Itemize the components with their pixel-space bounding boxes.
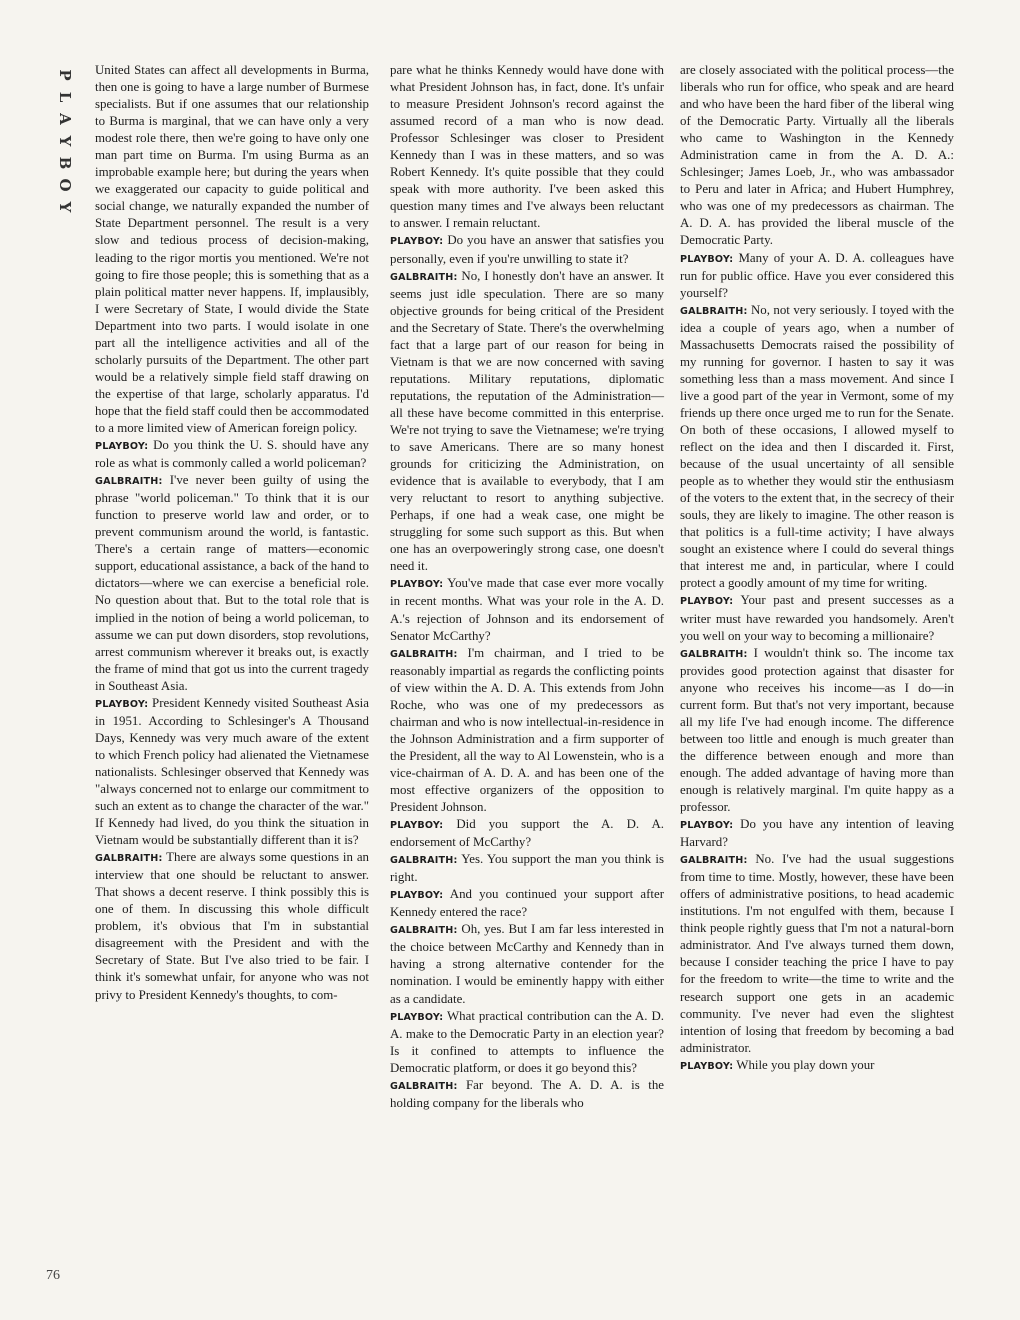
paragraph-text: Do you have an answer that satisfies you personally, even if you're unwilling to state it? — [390, 233, 664, 266]
paragraph-text: President Kennedy visited Southeast Asia in 1951. According to Schlesinger's A Thousand Days, Kennedy was very much aware of the extent to which French policy had alienated the Vietnamese nationalists. Schlesinger observed that Kennedy was "always concerned not to enlarge our commitment to such an extent as to change the character of the war." If Kennedy had lived, do you think the situation in Vietnam would be substantially different than it is? — [95, 695, 369, 848]
paragraph-text: Did you support the A. D. A. endorsement of McCarthy? — [390, 817, 664, 850]
interview-paragraph — [390, 816, 664, 851]
interview-paragraph — [95, 62, 369, 437]
speaker-label: GALBRAITH: — [95, 476, 163, 488]
interview-paragraph — [390, 1008, 664, 1077]
speaker-label: PLAYBOY: — [390, 890, 444, 902]
side-label-letter: O — [56, 178, 74, 192]
speaker-label: GALBRAITH: — [390, 855, 458, 867]
paragraph-text: Yes. You support the man you think is right. — [390, 852, 665, 885]
text-column-2 — [390, 62, 664, 1112]
paragraph-text: pare what he thinks Kennedy would have done with what President Johnson has, in fact, done. It's unfair to measure President Johnson's record against the assumed record of a man who is now dead. Professor Schlesinger was closer to President Kennedy than I was in these matters, and so was Robert Kennedy. It's quite possible that they could speak with more authority. I've been asked this question many times and I've always been reluctant to answer. I remain reluctant. — [390, 63, 664, 231]
speaker-label: PLAYBOY: — [680, 253, 734, 265]
interview-paragraph — [95, 849, 369, 1003]
speaker-label: PLAYBOY: — [680, 596, 734, 608]
side-label-letter: B — [56, 156, 74, 170]
speaker-label: GALBRAITH: — [390, 1080, 458, 1092]
interview-paragraph — [390, 645, 664, 816]
interview-paragraph — [680, 816, 954, 851]
speaker-label: PLAYBOY: — [390, 1011, 444, 1023]
interview-paragraph — [390, 62, 664, 232]
speaker-label: GALBRAITH: — [390, 648, 458, 660]
paragraph-text: No, I honestly don't have an answer. It seems just idle speculation. There are so many objective grounds for being critical of the President and the Secretary of State. There's the overwhelming fact that a large part of our reason for being in Vietnam is that we are now concerned with saving reputations. Military reputations, diplomatic reputations, the reputation of the Administration—all these have become committed in this enterprise. We're not trying to save the Vietnamese; we're trying to save Americans. There are so many honest grounds for criticizing the Administration, on evidence that is available to everybody, that I am very reluctant to resort to anything subjective. Perhaps, if one had a weak case, one might be struggling for some such support as this. But when one has an overpoweringly strong case, one doesn't need it. — [390, 268, 664, 574]
paragraph-text: No, not very seriously. I toyed with the idea a couple of years ago, when a number of Massachusetts Democrats raised the possibility of my running for governor. I hasten to say it was something less than a mass movement. And since I live a good part of the year in Vermont, some of my friends up there once urged me to run for the Senate. On both of these occasions, I allowed myself to reflect on the idea and then I discarded it. First, because of the usual uncertainty of all sensible people as to whether they would stir the enthusiasm of the voters to the extent that, in the secrecy of their souls, they are likely to imagine. The other reason is that politics is a full-time activity; I have always sought an existence where I could do several things that interest me and, in particular, where I could protect a goodly amount of my time for writing. — [680, 302, 954, 591]
speaker-label: PLAYBOY: — [390, 820, 444, 832]
speaker-label: PLAYBOY: — [680, 1060, 734, 1072]
paragraph-text: What practical contribution can the A. D. A. make to the Democratic Party in an election year? Is it confined to attempts to influence the Democratic platform, or does it go beyond this? — [390, 1008, 664, 1075]
side-label-letter: Y — [56, 201, 74, 213]
speaker-label: GALBRAITH: — [680, 855, 748, 867]
paragraph-text: While you play down your — [736, 1057, 875, 1072]
paragraph-text: I wouldn't think so. The income tax provides good protection against that disaster for anyone who receives his income—as I do—in current form. But that's not very important, because all my life I've had enough income. The difference between too little and enough is much greater than the difference between enough and more than enough. The added advantage of having more than enough is relatively marginal. I'm quite happy as a professor. — [680, 645, 954, 815]
speaker-label: PLAYBOY: — [95, 698, 149, 710]
speaker-label: GALBRAITH: — [95, 853, 163, 865]
interview-paragraph — [390, 232, 664, 267]
speaker-label: GALBRAITH: — [390, 925, 458, 937]
speaker-label: GALBRAITH: — [680, 648, 748, 660]
interview-paragraph — [390, 268, 664, 576]
paragraph-text: I'm chairman, and I tried to be reasonably impartial as regards the conflicting points of view within the A. D. A. This extends from John Roche, who was one of my predecessors as chairman and who is now intellectual-in-residence in the Johnson Administration and a firm supporter of the President, all the way to Al Lowenstein, who is a vice-chairman of A. D. A. and has been one of the most effective organizers of the opposition to President Johnson. — [390, 645, 664, 815]
interview-paragraph — [390, 575, 664, 644]
interview-paragraph — [390, 851, 664, 886]
speaker-label: PLAYBOY: — [390, 579, 444, 591]
interview-paragraph — [680, 62, 954, 250]
paragraph-text: Do you think the U. S. should have any role as what is commonly called a world policeman? — [95, 438, 369, 471]
interview-paragraph — [680, 592, 954, 644]
interview-paragraph — [95, 437, 369, 472]
speaker-label: GALBRAITH: — [390, 271, 458, 283]
interview-paragraph — [680, 1057, 954, 1075]
text-column-1 — [95, 62, 369, 1004]
interview-paragraph — [390, 886, 664, 921]
speaker-label: GALBRAITH: — [680, 305, 748, 317]
paragraph-text: You've made that case ever more vocally in recent months. What was your role in the A. D. A.'s rejection of Johnson and its endorsement of Senator McCarthy? — [390, 576, 664, 643]
magazine-side-label — [54, 64, 76, 218]
interview-paragraph — [390, 1077, 664, 1112]
paragraph-text: Your past and present successes as a writer must have rewarded you handsomely. Aren't you well on your way to becoming a millionaire? — [680, 593, 954, 643]
interview-paragraph — [390, 921, 664, 1007]
paragraph-text: No. I've had the usual suggestions from time to time. Mostly, however, these have been offers of administrative positions, to head academic institutions. I'm not engulfed with them, because I think people rightly guess that I'm not a natural-born administrator. And I've always turned them down, because I consider teaching the price I have to pay for the freedom to write—the time to write and the research support one gets in an academic community. I've never had even the slightest intention of losing that freedom by becoming a bad administrator. — [680, 852, 954, 1055]
speaker-label: PLAYBOY: — [95, 441, 149, 453]
side-label-letter: Y — [56, 135, 74, 147]
side-label-letter: L — [56, 91, 74, 103]
speaker-label: PLAYBOY: — [390, 236, 444, 248]
paragraph-text: Many of your A. D. A. colleagues have run for public office. Have you ever considered this yourself? — [680, 250, 954, 300]
paragraph-text: United States can affect all developments in Burma, then one is going to have a large number of Burmese specialists. But if one assumes that our relationship to Burma is marginal, that we can have only a very modest role there, then we're going to have only one man part time on Burma. I'm using Burma as an improbable example here; but during the years when we exaggerated our capacity to guide political and social change, we naturally expanded the number of State Department personnel. The result is a very slow and tedious process of decision-making, leading to the rigor mortis you mentioned. We're not going to fire those people; this is something that as a plain political matter never happens. If, implausibly, I were Secretary of State, I would divide the State Department into two parts. I would isolate in one part all the intelligence activities and all of the scholarly pursuits of the Department. The other part would be a relatively simple field staff drawing on the expertise of that large, scholarly apparatus. I'd hope that the field staff could then be accommodated to a more limited view of American foreign policy. — [95, 63, 369, 435]
interview-paragraph — [680, 302, 954, 593]
paragraph-text: I've never been guilty of using the phrase "world policeman." To think that it is our function to preserve world law and order, or to prevent communism around the world, is fantastic. There's a certain range of matters—economic support, educational assistance, a back of the hand to dictators—where we can exercise a beneficial role. No question about that. But to the total role that is implied in the notion of being a world policeman, to assume we can put down disorders, stop revolutions, arrest communism wherever it breaks out, is exactly the frame of mind that got us into the current tragedy in Southeast Asia. — [95, 473, 369, 693]
interview-paragraph — [680, 645, 954, 816]
paragraph-text: Do you have any intention of leaving Harvard? — [680, 817, 954, 850]
interview-paragraph — [680, 250, 954, 302]
side-label-letter: P — [56, 69, 74, 81]
interview-paragraph — [95, 472, 369, 695]
page-number: 76 — [46, 1268, 60, 1283]
interview-paragraph — [680, 851, 954, 1057]
side-label-letter: A — [56, 113, 74, 125]
speaker-label: PLAYBOY: — [680, 820, 734, 832]
paragraph-text: And you continued your support after Kennedy entered the race? — [390, 887, 664, 920]
text-column-3 — [680, 62, 954, 1075]
paragraph-text: Oh, yes. But I am far less interested in the choice between McCarthy and Kennedy than in having a strong alternative contender for the nomination. I would be eminently happy with either as a candidate. — [390, 922, 664, 1006]
interview-paragraph — [95, 695, 369, 849]
paragraph-text: Far beyond. The A. D. A. is the holding company for the liberals who — [390, 1077, 664, 1110]
paragraph-text: There are always some questions in an interview that one should be reluctant to answer. That shows a decent reserve. I think possibly this is one of them. In discussing this whole difficult problem, it's obvious that I'm in substantial disagreement with the President and with the Secretary of State. But I've also tried to be fair. I think it's somewhat unfair, for anyone who was not privy to President Kennedy's thoughts, to com- — [95, 850, 369, 1002]
paragraph-text: are closely associated with the political process—the liberals who run for office, who speak and are heard and who have been the hard fiber of the liberal wing of the Democratic Party. Virtually all the liberals who came to Washington in the Kennedy Administration came in from the A. D. A.: Schlesinger; James Loeb, Jr., who was ambassador to Peru and later in Africa; and Hubert Humphrey, who was one of my predecessors as chairman. The A. D. A. has provided the liberal muscle of the Democratic Party. — [680, 63, 954, 248]
